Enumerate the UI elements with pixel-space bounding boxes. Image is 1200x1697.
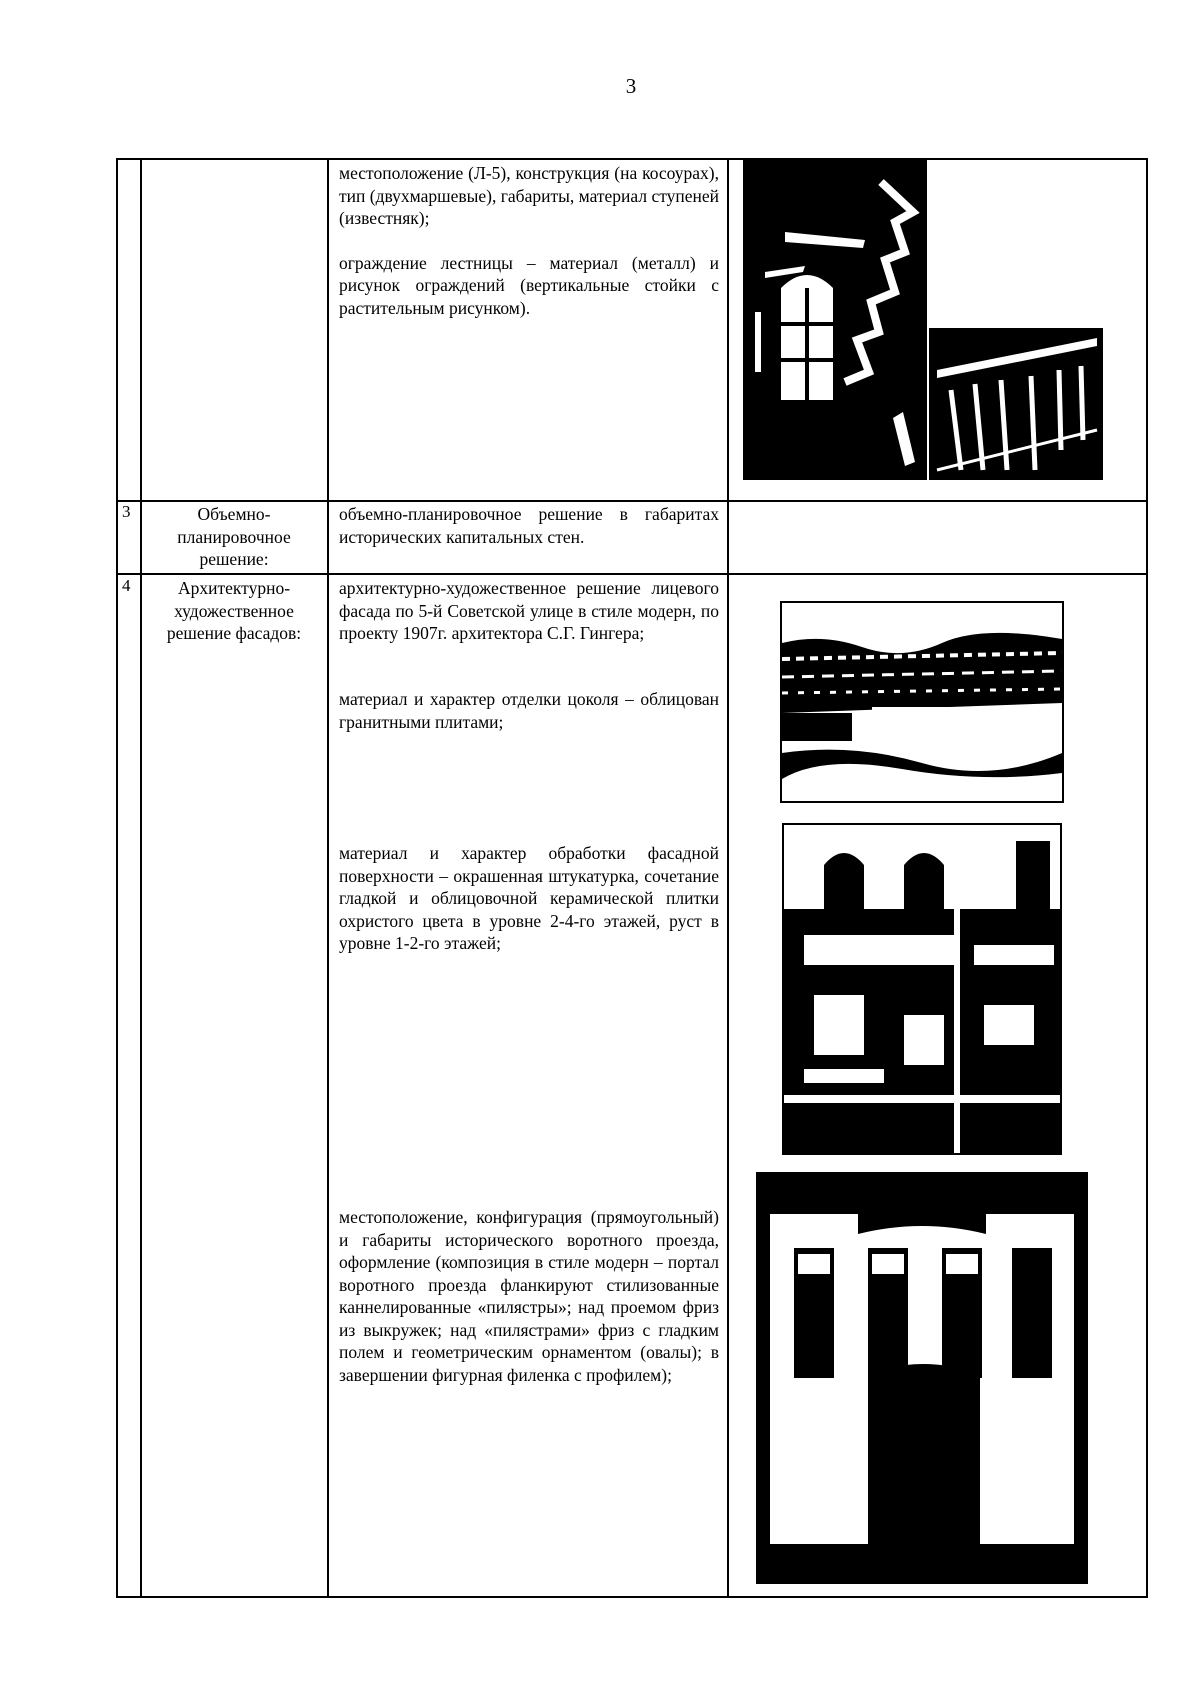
- row-name: Архитектурно-художественное решение фасадов:: [166, 578, 302, 643]
- table-divider-description: [727, 158, 729, 1598]
- staircase-photo: [743, 160, 927, 480]
- table-row-divider: [116, 573, 1148, 575]
- row-number: 4: [122, 576, 131, 595]
- plinth-granite-photo: [780, 601, 1064, 803]
- table-border-top: [116, 158, 1148, 160]
- description-paragraph: объемно-планировочное решение в габаритах исторических капитальных стен.: [339, 504, 719, 547]
- monument-features-table: [116, 158, 1148, 1598]
- gateway-portal-photo: [756, 1172, 1088, 1584]
- row-name: Объемно-планировочное решение:: [177, 504, 291, 569]
- description-paragraph: материал и характер отделки цоколя – облицован гранитными плитами;: [339, 689, 719, 732]
- table-row-divider: [116, 500, 1148, 502]
- table-divider-name: [327, 158, 329, 1598]
- description-paragraph: архитектурно-художественное решение лицевого фасада по 5-й Советской улице в стиле модерн, по проекту 1907г. архитектора С.Г. Гингера;: [339, 578, 719, 643]
- description-paragraph: местоположение (Л-5), конструкция (на косоурах), тип (двухмаршевые), габариты, материал ступеней (известняк);: [339, 163, 720, 228]
- description-paragraph: ограждение лестницы – материал (металл) и рисунок ограждений (вертикальные стойки с растительным рисунком).: [339, 252, 719, 318]
- row-number: 3: [122, 502, 131, 521]
- table-divider-number: [140, 158, 142, 1598]
- description-paragraph: материал и характер обработки фасадной поверхности – окрашенная штукатурка, сочетание гладкой и облицовочной керамической плитки охристого цвета в уровне 2-4-го этажей, руст в уровне 1-2-го этажей;: [339, 843, 719, 953]
- description-paragraph: местоположение, конфигурация (прямоугольный) и габариты исторического воротного проезда, оформление (композиция в стиле модерн – портал воротного проезда фланкируют стилизованные каннелированные «пилястры»; над проемом фриз из выкружек; над «пилястрами» фриз с гладким полем и геометрическим орнаментом (овалы); в завершении фигурная филенка с профилем);: [339, 1207, 719, 1385]
- railing-photo: [929, 328, 1103, 480]
- table-border-right: [1146, 158, 1148, 1598]
- facade-surface-photo: [782, 823, 1062, 1155]
- page-number: 3: [625, 74, 637, 98]
- table-border-left: [116, 158, 118, 1598]
- table-border-bottom: [116, 1596, 1148, 1598]
- table-row: [339, 162, 719, 319]
